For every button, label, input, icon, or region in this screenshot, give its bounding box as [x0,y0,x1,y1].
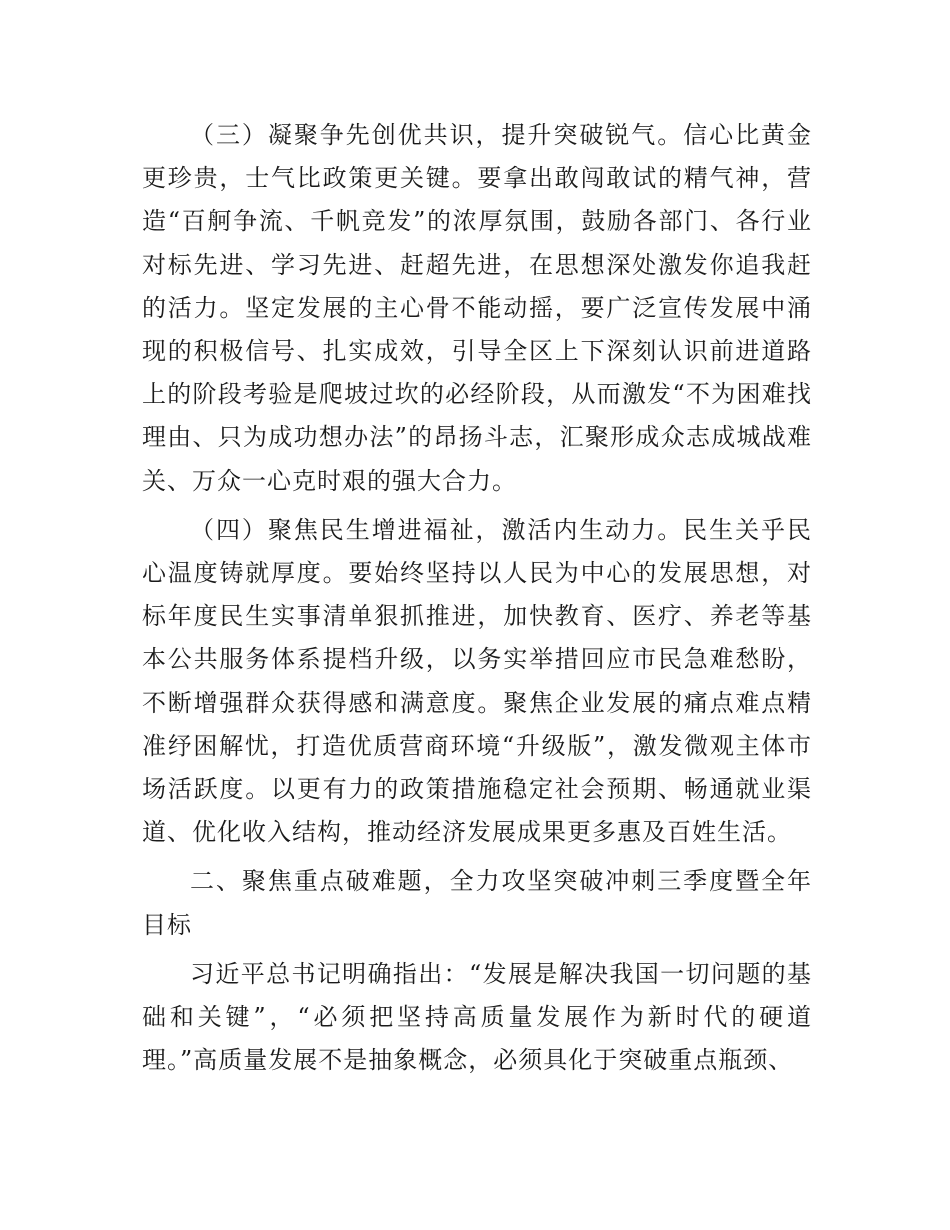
paragraph-section-four: （四）聚焦民生增进福祉，激活内生动力。民生关乎民心温度铸就厚度。要始终坚持以人民为中心的发展思想，对标年度民生实事清单狠抓推进，加快教育、医疗、养老等基本公共服务体系提档升级，以务实举措回应市民急难愁盼，不断增强群众获得感和满意度。聚焦企业发展的痛点难点精准纾困解忧，打造优质营商环境“升级版”，激发微观主体市场活跃度。以更有力的政策措施稳定社会预期、畅通就业渠道、优化收入结构，推动经济发展成果更多惠及百姓生活。 [142,515,812,847]
paragraph-quote: 习近平总书记明确指出：“发展是解决我国一切问题的基础和关键”，“必须把坚持高质量发展作为新时代的硬道理。”高质量发展不是抽象概念，必须具化于突破重点瓶颈、 [142,959,812,1075]
section-heading-two: 二、聚焦重点破难题，全力攻坚突破冲刺三季度暨全年目标 [142,867,812,939]
paragraph-section-three: （三）凝聚争先创优共识，提升突破锐气。信心比黄金更珍贵，士气比政策更关键。要拿出敢闯敢试的精气神，营造“百舸争流、千帆竞发”的浓厚氛围，鼓励各部门、各行业对标先进、学习先进、赶超先进，在思想深处激发你追我赶的活力。坚定发展的主心骨不能动摇，要广泛宣传发展中涌现的积极信号、扎实成效，引导全区上下深刻认识前进道路上的阶段考验是爬坡过坎的必经阶段，从而激发“不为困难找理由、只为成功想办法”的昂扬斗志，汇聚形成众志成城战难关、万众一心克时艰的强大合力。 [142,121,812,495]
document-body [142,114,812,1082]
